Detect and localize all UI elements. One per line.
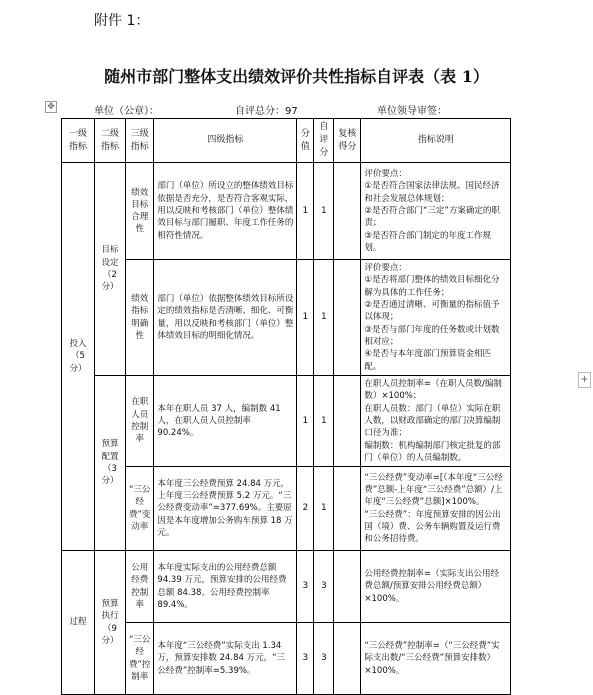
note-cell: 评价要点： ①是否将部门整体的绩效目标细化分解为具体的工作任务； ②是否通过清晰、可衡量的指标值予以体现； ③是否与部门年度的任务数或计划数相对应； ④是否与本年度部门预算资金相匹配。 [361,260,511,376]
level4-cell: 本年度实际支出的公用经费总额 94.39 万元，预算安排的公用经费总额 84.38。公用经费控制率 89.4%。 [154,551,297,623]
level4-cell: 本年度三公经费预算 24.84 万元，上年度三公经费预算 5.2 万元。“三公经费变动率”=377.69%。主要原因是本年度增加公务购车预算 18 万元。 [154,467,297,551]
self-score-cell: 1 [314,163,334,260]
level3-cell: 绩效指标明确性 [126,260,154,376]
level4-cell: 本年在职人员 37 人，编制数 41 人，在职人员人员控制率 90.24%。 [154,375,297,466]
col-header-level3: 三级指标 [126,119,154,163]
level4-cell: 部门（单位）所设立的整体绩效目标依据是否充分，是否符合客观实际，用以反映和考核部门（单位）整体绩效目标与部门履职、年度工作任务的相符性情况。 [154,163,297,260]
col-header-level4: 四级指标 [154,119,297,163]
col-header-self-score: 自评分 [314,119,334,163]
col-header-review-score: 复核得分 [334,119,361,163]
level1-process: 过程 [62,551,95,695]
table-move-handle-icon[interactable]: ✥ [45,101,57,113]
score-cell: 2 [297,467,314,551]
level1-input: 投入（5分） [62,163,95,551]
col-header-level2: 二级指标 [95,119,126,163]
level3-cell: “三公经费”控制率 [126,623,154,695]
page-title: 随州市部门整体支出绩效评价共性指标自评表（表 1） [104,67,489,86]
review-score-cell[interactable] [334,551,361,623]
col-header-score: 分值 [297,119,314,163]
self-score-cell: 3 [314,623,334,695]
level2-target-setting: 目标设定（2分） [95,163,126,376]
note-cell: 公用经费控制率=（实际支出公用经费总额/预算安排公用经费总额）×100%。 [361,551,511,623]
review-score-cell[interactable] [334,375,361,466]
note-cell: “三公经费”控制率=（“三公经费”实际支出数/“三公经费”预算安排数）×100%。 [361,623,511,695]
self-score-cell: 1 [314,467,334,551]
signature-label: 单位领导审签： [377,106,447,117]
note-cell: “三公经费”变动率=[（本年度“三公经费”总额-上年度“三公经费”总额）/上年度“三公经费”总额]×100%。 “三公经费”：年度预算安排的因公出国（境）费、公务车辆购置及运行费和公务招待费。 [361,467,511,551]
score-cell: 1 [297,163,314,260]
level4-cell: 部门（单位）依据整体绩效目标所设定的绩效指标是否清晰、细化、可衡量，用以反映和考核部门（单位）整体绩效目标的明细化情况。 [154,260,297,376]
note-cell: 评价要点： ①是否符合国家法律法规、国民经济和社会发展总体规划； ②是否符合部门“三定”方案确定的职责； ③是否符合部门制定的年度工作规划。 [361,163,511,260]
score-cell: 3 [297,551,314,623]
level3-cell: “三公经费”变动率 [126,467,154,551]
level2-budget-allocation: 预算配置（3分） [95,375,126,550]
score-cell: 1 [297,260,314,376]
level3-cell: 在职人员控制率 [126,375,154,466]
review-score-cell[interactable] [334,260,361,376]
table-row [62,467,511,551]
level4-cell: 本年度“三公经费”实际支出 1.34 万，预算安排数 24.84 万元，“三公经费”控制率=5.39%。 [154,623,297,695]
col-header-note: 指标说明 [361,119,511,163]
self-score-cell: 1 [314,260,334,376]
table-row [62,551,511,623]
table-row [62,260,511,376]
self-score-cell: 3 [314,551,334,623]
attachment-label: 附件 1： [94,13,150,29]
review-score-cell[interactable] [334,467,361,551]
unit-label: 单位（公章）： [94,106,159,117]
table-row [62,375,511,466]
indicator-table [61,118,511,695]
add-row-plus-icon[interactable]: + [578,372,591,388]
level3-cell: 公用经费控制率 [126,551,154,623]
table-header-row [62,119,511,163]
table-row [62,163,511,260]
score-cell: 1 [297,375,314,466]
note-cell: 在职人员控制率=（在职人员数/编制数）×100%； 在职人员数：部门（单位）实际在职人数，以财政部确定的部门决算编制口径为准； 编制数：机构编制部门核定批复的部门（单位）的人员编制数。 [361,375,511,466]
review-score-cell[interactable] [334,163,361,260]
score-cell: 3 [297,623,314,695]
col-header-level1: 一级指标 [62,119,95,163]
review-score-cell[interactable] [334,623,361,695]
table-row [62,623,511,695]
self-score-label: 自评总分：97 [235,106,298,117]
level2-budget-execution: 预算执行（9分） [95,551,126,695]
self-score-cell: 1 [314,375,334,466]
level3-cell: 绩效目标合理性 [126,163,154,260]
